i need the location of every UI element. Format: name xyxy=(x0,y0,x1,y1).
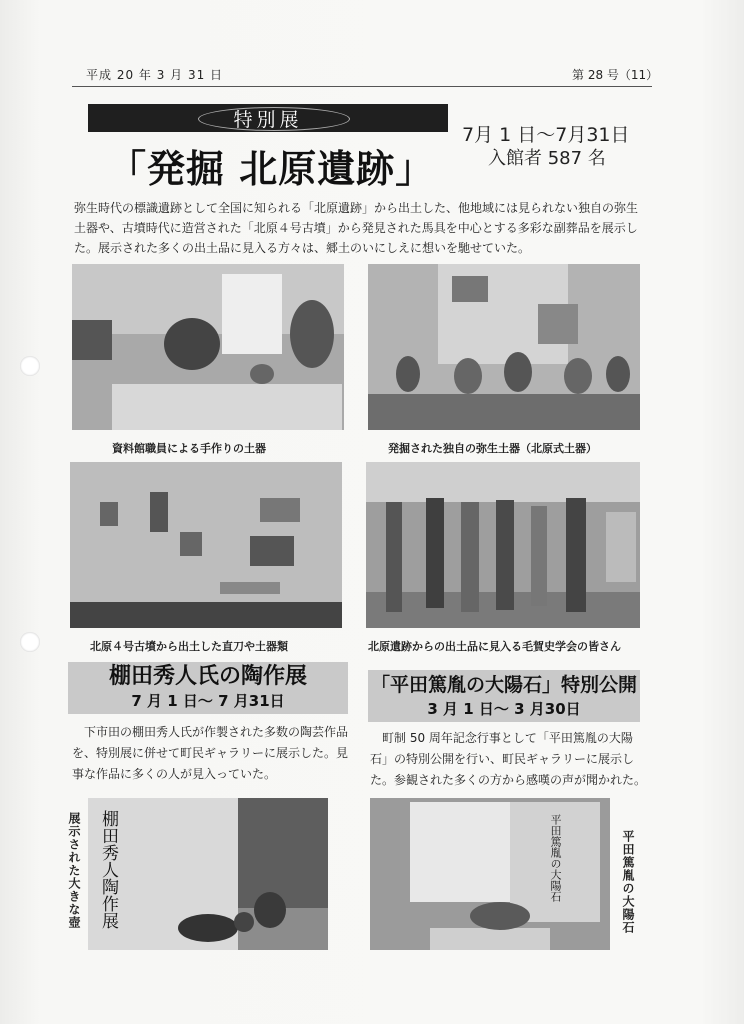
exhibit-period: 7月 1 日～7月31日 xyxy=(462,124,630,146)
tanada-title: 棚田秀人氏の陶作展 xyxy=(108,664,307,689)
hirata-photo-caption: 平田篤胤の大陽石 xyxy=(621,830,635,934)
tanada-photo-caption: 展示された大きな壺 xyxy=(67,812,81,929)
photo-caption-handmade: 資料館職員による手作りの土器 xyxy=(112,442,266,455)
hirata-heading xyxy=(368,670,640,722)
photo-hirata-stone xyxy=(370,798,610,950)
exhibit-title: 「発掘 北原遺跡」 xyxy=(108,147,435,191)
tanada-text: 下市田の棚田秀人氏が作製された多数の陶芸作品を、特別展に併せて町民ギャラリーに展示した。見事な作品に多くの人が見入っていた。 xyxy=(72,725,349,781)
photo-caption-visitors: 北原遺跡からの出土品に見入る毛賀史学会の皆さん xyxy=(368,640,621,653)
issue-number: 第 28 号（11） xyxy=(572,68,659,82)
tanada-date: 7 月 1 日～ 7 月31日 xyxy=(131,692,285,710)
punch-hole xyxy=(20,632,40,652)
photo-kofun-artifacts xyxy=(70,462,342,628)
hirata-title: 「平田篤胤の大陽石」特別公開 xyxy=(370,674,637,696)
photo-caption-yayoi: 発掘された独自の弥生土器（北原式土器） xyxy=(388,442,597,455)
punch-hole xyxy=(20,356,40,376)
hirata-text: 町制 50 周年記念行事として「平田篤胤の大陽石」の特別公開を行い、町民ギャラリーに展示した。参観された多くの方から感嘆の声が聞かれた。 xyxy=(370,731,647,787)
visitor-count: 入館者 587 名 xyxy=(488,148,606,169)
issue-date: 平成 20 年 3 月 31 日 xyxy=(86,68,224,82)
exhibit-intro: 弥生時代の標識遺跡として全国に知られる「北原遺跡」から出土した、他地域には見られない独自の弥生土器や、古墳時代に造営された「北原４号古墳」から発見された馬具を中心とする多彩な副葬品を展示した。展示された多くの出土品に見入る方々は、郷土のいにしえに想いを馳せていた。 xyxy=(74,201,639,255)
photo-yayoi-pottery xyxy=(368,264,640,430)
photo-visitors xyxy=(366,462,640,628)
tanada-sign: 棚田秀人陶作展 xyxy=(98,810,118,929)
special-exhibit-banner xyxy=(88,104,448,132)
photo-handmade-pottery xyxy=(72,264,344,430)
header-rule xyxy=(72,86,652,87)
photo-caption-kofun: 北原４号古墳から出土した直刀や土器類 xyxy=(90,640,288,653)
banner-label: 特別展 xyxy=(233,108,303,131)
hirata-date: 3 月 1 日～ 3 月30日 xyxy=(427,700,581,718)
hirata-sign: 平田篤胤の大陽石 xyxy=(549,814,562,902)
photo-tanada-exhibit xyxy=(88,798,328,950)
tanada-heading xyxy=(68,662,348,714)
